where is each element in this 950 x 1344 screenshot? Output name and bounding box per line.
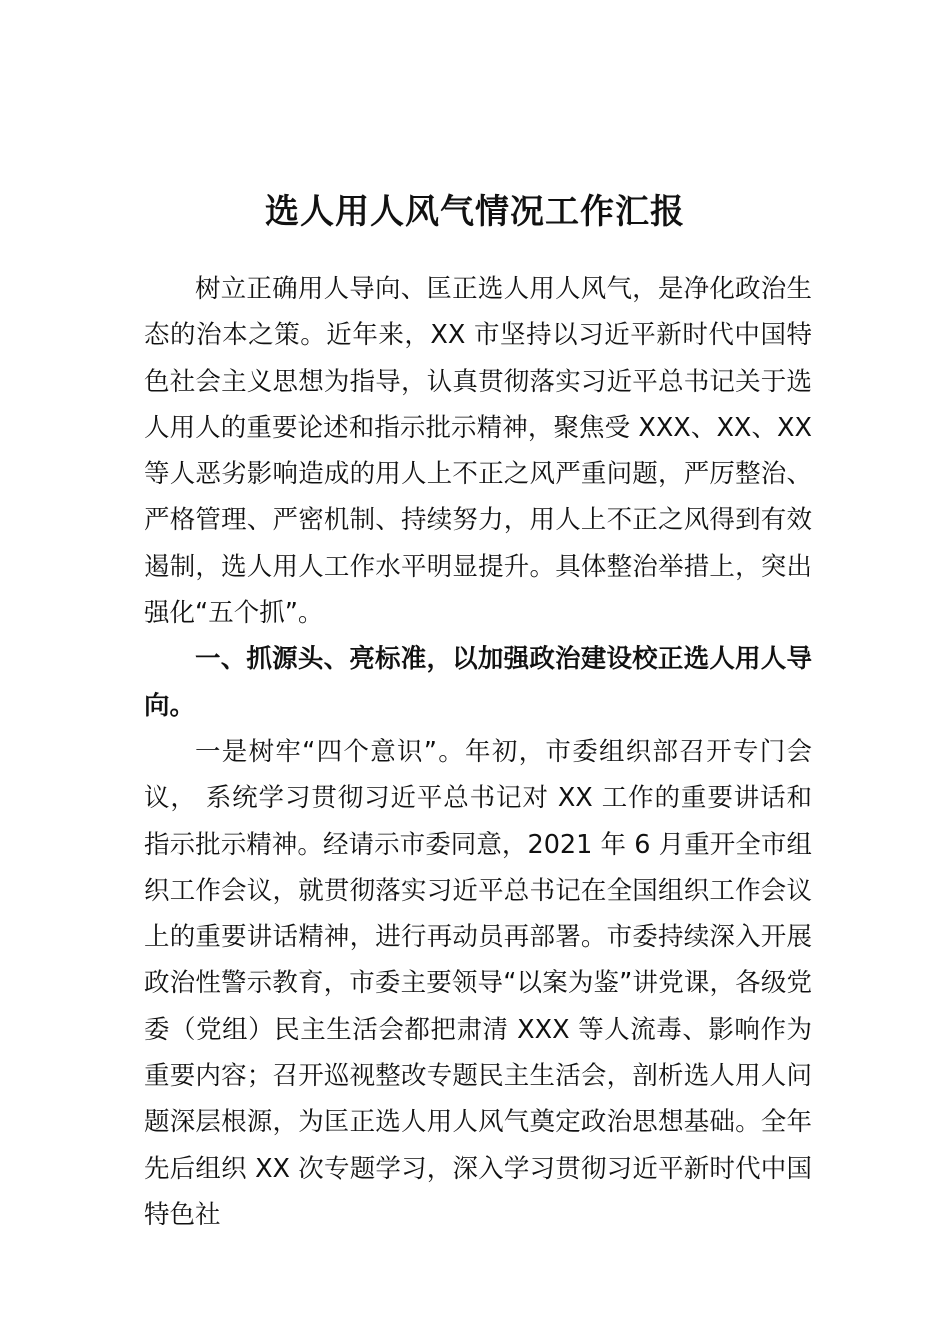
document-title: 选人用人风气情况工作汇报 bbox=[265, 192, 685, 232]
section-heading-1: 一、抓源头、亮标准，以加强政治建设校正选人用人导向。 bbox=[144, 644, 812, 721]
document-body bbox=[144, 266, 812, 1238]
intro-paragraph: 树立正确用人导向、匡正选人用人风气，是净化政治生态的治本之策。近年来，XX 市坚持以习近平新时代中国特色社会主义思想为指导，认真贯彻落实习近平总书记关于选人用人的重要论述和指示批示精神，聚焦受 XXX、XX、XX 等人恶劣影响造成的用人上不正之风严重问题，严厉整治、严格管理、严密机制、持续努力，用人上不正之风得到有效遏制，选人用人工作水平明显提升。具体整治举措上，突出强化“五个抓”。 bbox=[144, 274, 812, 629]
section-1-paragraph: 一是树牢“四个意识”。年初，市委组织部召开专门会议， 系统学习贯彻习近平总书记对 XX 工作的重要讲话和指示批示精神。经请示市委同意，2021 年 6 月重开全市组织工作会议，就贯彻落实习近平总书记在全国组织工作会议上的重要讲话精神，进行再动员再部署。市委持续深入开展政治性警示教育，市委主要领导“以案为鉴”讲党课，各级党委（党组）民主生活会都把肃清 XXX 等人流毒、影响作为重要内容；召开巡视整改专题民主生活会，剖析选人用人问题深层根源，为匡正选人用人风气奠定政治思想基础。全年先后组织 XX 次专题学习，深入学习贯彻习近平新时代中国特色社 bbox=[144, 736, 812, 1230]
